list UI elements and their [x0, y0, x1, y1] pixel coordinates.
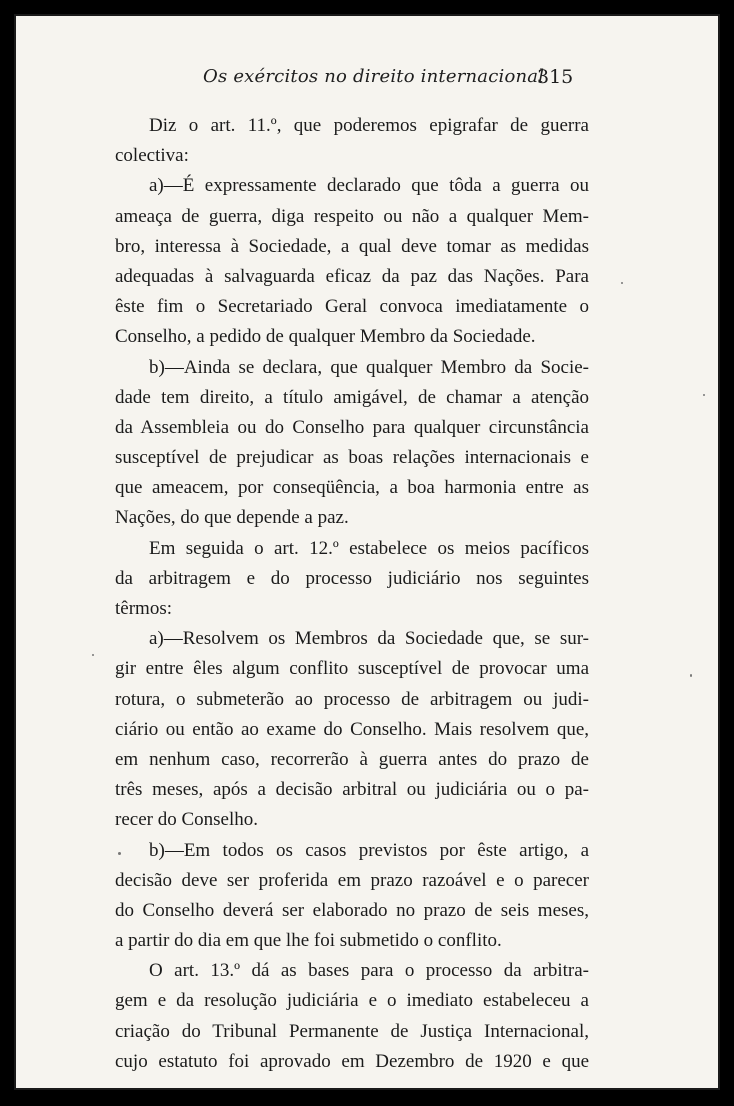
text-line: da Assembleia ou do Conselho para qualquer circunstância — [115, 416, 589, 438]
text-line: O art. 13.º dá as bases para o processo da arbitra- — [149, 960, 589, 982]
text-line: ciário ou então ao exame do Conselho. Mais resolvem que, — [115, 718, 589, 740]
paper-speck — [703, 394, 705, 396]
running-title: Os exércitos no direito internacional — [203, 66, 545, 87]
text-line: do Conselho deverá ser elaborado no prazo de seis meses, — [115, 899, 589, 921]
text-line: gem e da resolução judiciária e o imediato estabeleceu a — [115, 990, 589, 1012]
text-line: têrmos: — [115, 598, 172, 619]
body-text — [115, 111, 589, 1077]
paper-speck — [621, 282, 623, 284]
text-line: criação do Tribunal Permanente de Justiça Internacional, — [115, 1020, 589, 1042]
text-line: a)—É expressamente declarado que tôda a guerra ou — [149, 175, 589, 197]
text-line: a)—Resolvem os Membros da Sociedade que, se sur- — [149, 628, 589, 650]
text-line: colectiva: — [115, 145, 189, 167]
text-line: ameaça de guerra, diga respeito ou não a qualquer Mem- — [115, 205, 589, 227]
text-line: Em seguida o art. 12.º estabelece os meios pacíficos — [149, 537, 589, 559]
paper-speck — [690, 674, 692, 677]
text-line: dade tem direito, a título amigável, de chamar a atenção — [115, 386, 589, 408]
text-line: três meses, após a decisão arbitral ou judiciária ou o pa- — [115, 779, 589, 801]
page-number: 315 — [537, 66, 574, 88]
text-line: êste fim o Secretariado Geral convoca imediatamente o — [115, 296, 589, 318]
text-line: Nações, do que depende a paz. — [115, 507, 349, 529]
text-line: cujo estatuto foi aprovado em Dezembro de 1920 e que — [115, 1050, 589, 1072]
text-line: em nenhum caso, recorrerão à guerra antes do prazo de — [115, 748, 589, 770]
text-line: gir entre êles algum conflito susceptível de provocar uma — [115, 658, 589, 680]
text-line: Conselho, a pedido de qualquer Membro da Sociedade. — [115, 326, 536, 348]
text-line: susceptível de prejudicar as boas relações internacionais e — [115, 447, 589, 469]
book-page — [14, 14, 720, 1090]
text-line: decisão deve ser proferida em prazo razoável e o parecer — [115, 869, 589, 891]
text-line: da arbitragem e do processo judiciário nos seguintes — [115, 567, 589, 589]
text-line: recer do Conselho. — [115, 809, 258, 831]
running-header — [14, 66, 720, 96]
text-line: adequadas à salvaguarda eficaz da paz das Nações. Para — [115, 265, 589, 287]
text-line: b)—Em todos os casos previstos por êste artigo, a — [149, 839, 589, 861]
text-line: bro, interessa à Sociedade, a qual deve tomar as medidas — [115, 235, 589, 257]
paper-speck — [118, 852, 121, 855]
text-line: a partir do dia em que lhe foi submetido o conflito. — [115, 930, 502, 952]
text-line: rotura, o submeterão ao processo de arbitragem ou judi- — [115, 688, 589, 710]
text-line: Diz o art. 11.º, que poderemos epigrafar de guerra — [149, 115, 589, 136]
text-line: que ameacem, por conseqüência, a boa harmonia entre as — [115, 477, 589, 499]
paper-speck — [92, 654, 94, 656]
text-line: b)—Ainda se declara, que qualquer Membro da Socie- — [149, 356, 589, 378]
